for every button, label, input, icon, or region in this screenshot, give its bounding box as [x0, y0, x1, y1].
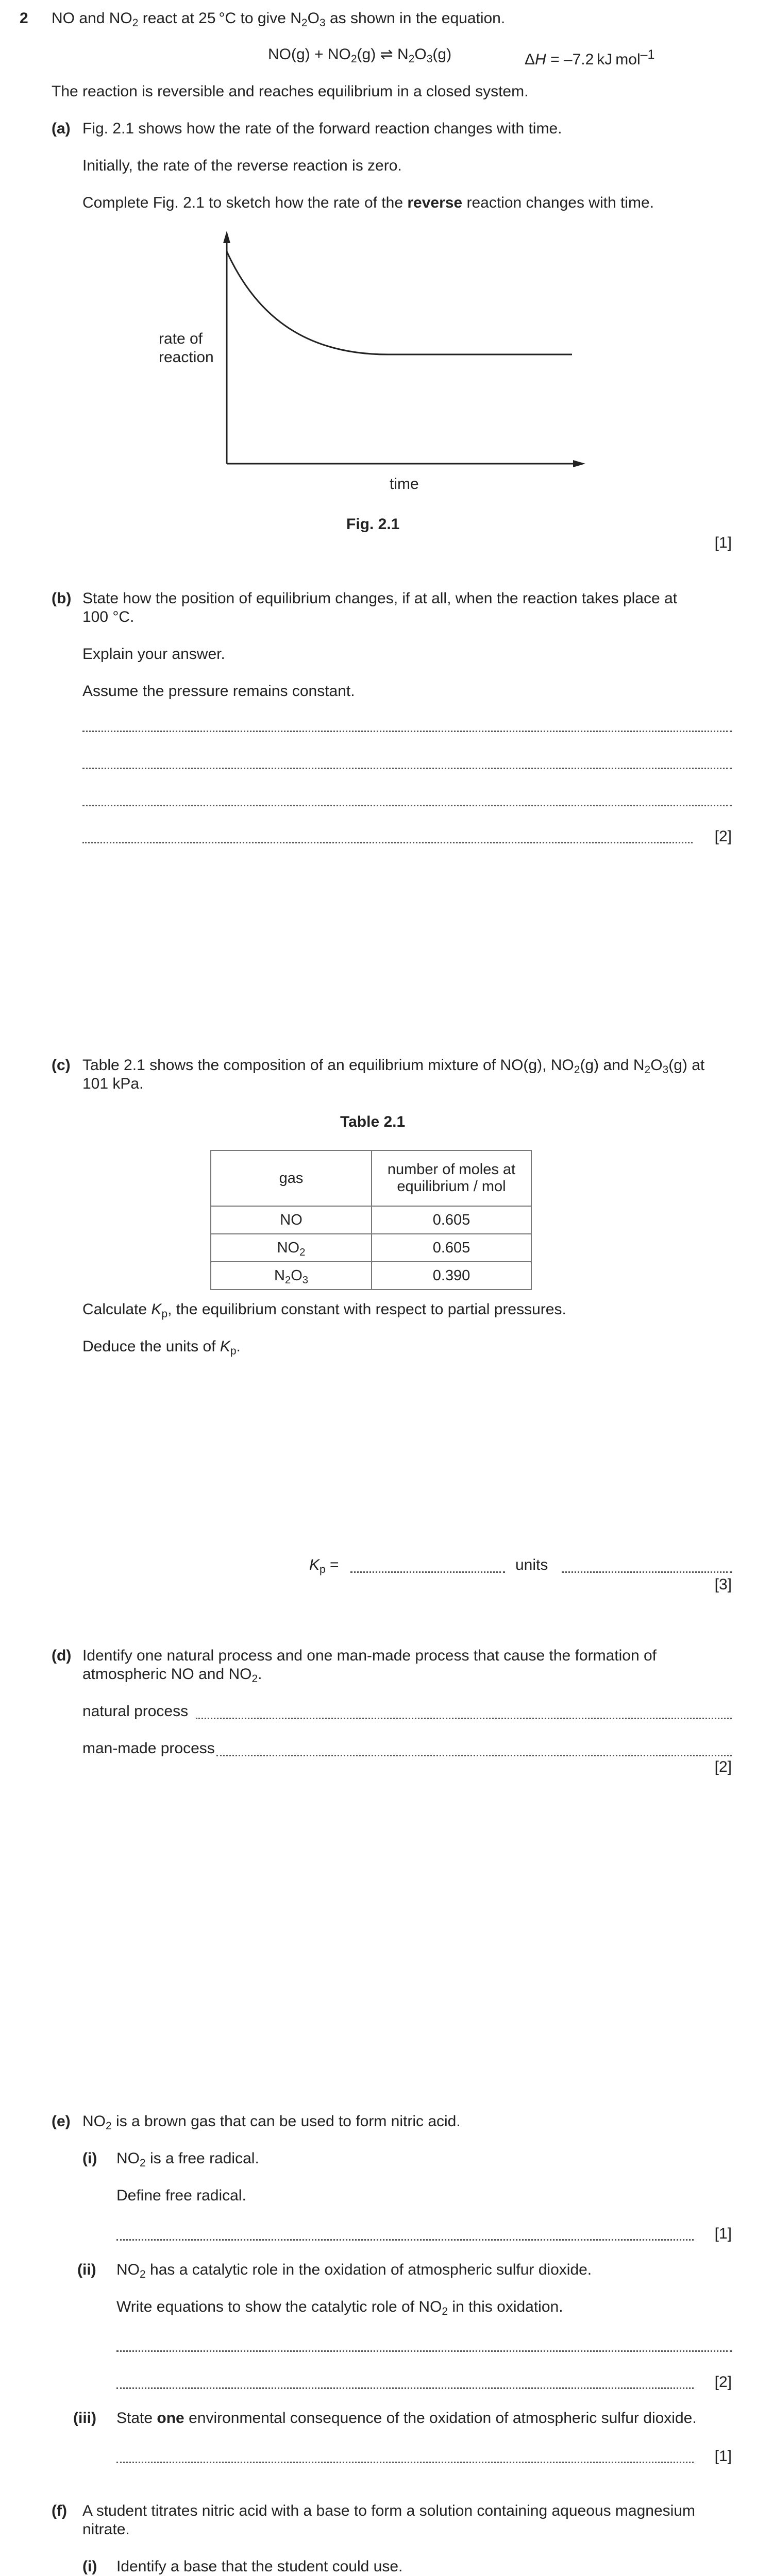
part-d-marks: [2]	[714, 1758, 732, 1775]
enthalpy-change: ΔH = –7.2 kJ mol$^{-1}$	[525, 47, 655, 68]
part-f-line1b: nitrate.	[82, 2521, 130, 2538]
forward-rate-curve	[227, 251, 572, 354]
answer-line[interactable]	[82, 842, 693, 843]
part-c-marks: [3]	[714, 1576, 732, 1593]
part-e-iii-line1: State one environmental consequence of the oxidation of atmospheric sulfur dioxide.	[116, 2410, 697, 2427]
fig-caption: Fig. 2.1	[346, 516, 400, 533]
part-b-line1b: 100 °C.	[82, 608, 135, 625]
table-cell-moles: 0.390	[372, 1262, 531, 1290]
part-e-ii-line1: $NO_2$ has a catalytic role in the oxidation of atmospheric sulfur dioxide.	[116, 2261, 592, 2280]
part-e-i-marks: [1]	[714, 2225, 732, 2242]
part-c-label: (c)	[52, 1057, 71, 1074]
part-e-ii-line2: Write equations to show the catalytic role of $NO_2$ in this oxidation.	[116, 2298, 563, 2317]
reversible-statement: The reaction is reversible and reaches equilibrium in a closed system.	[52, 83, 529, 100]
part-b-line1a: State how the position of equilibrium changes, if at all, when the reaction takes place at	[82, 590, 678, 607]
table-header-moles-line2: equilibrium / mol	[397, 1178, 506, 1195]
part-f-line1: A student titrates nitric acid with a base to form a solution containing aqueous magnesium	[82, 2502, 695, 2519]
answer-line[interactable]	[116, 2350, 732, 2352]
part-e-i-label: (i)	[82, 2150, 97, 2167]
manmade-process-answer-line[interactable]	[216, 1755, 732, 1756]
table-header-moles	[372, 1150, 531, 1206]
natural-process-answer-line[interactable]	[196, 1718, 732, 1719]
part-f-label: (f)	[52, 2502, 67, 2519]
part-e-ii-marks: [2]	[714, 2374, 732, 2391]
part-d-line1b: atmospheric NO and $NO_2$.	[82, 1666, 262, 1685]
part-e-i-line1: $NO_2$ is a free radical.	[116, 2150, 259, 2169]
part-c-line1: Table 2.1 shows the composition of an equilibrium mixture of NO(g), $NO_2(g)$ and $N_2O_3(g)$ at	[82, 1057, 705, 1076]
answer-line[interactable]	[116, 2462, 694, 2463]
part-c-line2: Calculate $K_p$, the equilibrium constant with respect to partial pressures.	[82, 1301, 566, 1320]
y-axis-arrow-icon	[223, 231, 230, 243]
table-cell-moles: 0.605	[372, 1206, 531, 1234]
part-d-label: (d)	[52, 1647, 72, 1664]
table-cell-gas: NO	[211, 1206, 372, 1234]
part-e-i-line2: Define free radical.	[116, 2187, 246, 2204]
question-number: 2	[20, 10, 28, 27]
part-a-label: (a)	[52, 120, 71, 137]
kp-label: $K_p$ =	[309, 1556, 339, 1575]
part-c-line3: Deduce the units of $K_p$.	[82, 1338, 241, 1357]
table-cell-moles: 0.605	[372, 1234, 531, 1262]
graph-xlabel: time	[390, 476, 419, 493]
answer-line[interactable]	[116, 2387, 694, 2389]
part-e-iii-marks: [1]	[714, 2448, 732, 2465]
equilibrium-table	[210, 1150, 532, 1290]
graph-ylabel-2: reaction	[159, 349, 214, 366]
graph-ylabel-1: rate of	[159, 330, 203, 347]
x-axis-arrow-icon	[573, 460, 585, 467]
answer-line[interactable]	[82, 805, 732, 806]
part-d-line1: Identify one natural process and one man-made process that cause the formation of	[82, 1647, 657, 1664]
part-c-line1b: 101 kPa.	[82, 1075, 144, 1092]
table-row	[211, 1206, 531, 1234]
table-cell-gas: $NO_2$	[211, 1234, 372, 1262]
table-header-gas: gas	[211, 1150, 372, 1206]
part-b-line3: Assume the pressure remains constant.	[82, 683, 355, 700]
reaction-equation: $NO(g) + NO_2(g)$ ⇌ $N_2O_3(g)$	[268, 46, 452, 65]
answer-line[interactable]	[82, 731, 732, 732]
table-title: Table 2.1	[340, 1113, 406, 1130]
table-header-moles-line1: number of moles at	[387, 1161, 516, 1178]
units-answer-line[interactable]	[562, 1571, 732, 1573]
part-a-line3: Complete Fig. 2.1 to sketch how the rate of the reverse reaction changes with time.	[82, 194, 654, 211]
part-e-line1: $NO_2$ is a brown gas that can be used to form nitric acid.	[82, 2113, 461, 2132]
table-cell-gas: $N_2O_3$	[211, 1262, 372, 1290]
units-label: units	[515, 1556, 548, 1573]
part-a-line2: Initially, the rate of the reverse reaction is zero.	[82, 157, 402, 174]
fig-2-1-graph[interactable]	[0, 0, 773, 515]
part-e-ii-label: (ii)	[77, 2261, 96, 2278]
part-f-i-line1: Identify a base that the student could use.	[116, 2558, 403, 2575]
question-intro: NO and $NO_2$ react at 25 °C to give $N_2O_3$ as shown in the equation.	[52, 10, 506, 29]
table-row	[211, 1234, 531, 1262]
part-b-line2: Explain your answer.	[82, 646, 225, 663]
part-b-marks: [2]	[714, 828, 732, 845]
answer-line[interactable]	[116, 2239, 694, 2241]
answer-line[interactable]	[82, 768, 732, 769]
part-a-line1: Fig. 2.1 shows how the rate of the forward reaction changes with time.	[82, 120, 562, 137]
kp-answer-line[interactable]	[350, 1571, 505, 1573]
part-a-marks: [1]	[714, 534, 732, 551]
natural-process-label: natural process	[82, 1703, 189, 1720]
table-row	[211, 1262, 531, 1290]
part-b-label: (b)	[52, 590, 72, 607]
part-e-label: (e)	[52, 2113, 71, 2130]
part-e-iii-label: (iii)	[73, 2410, 96, 2427]
manmade-process-label: man-made process	[82, 1740, 215, 1757]
part-f-i-label: (i)	[82, 2558, 97, 2575]
